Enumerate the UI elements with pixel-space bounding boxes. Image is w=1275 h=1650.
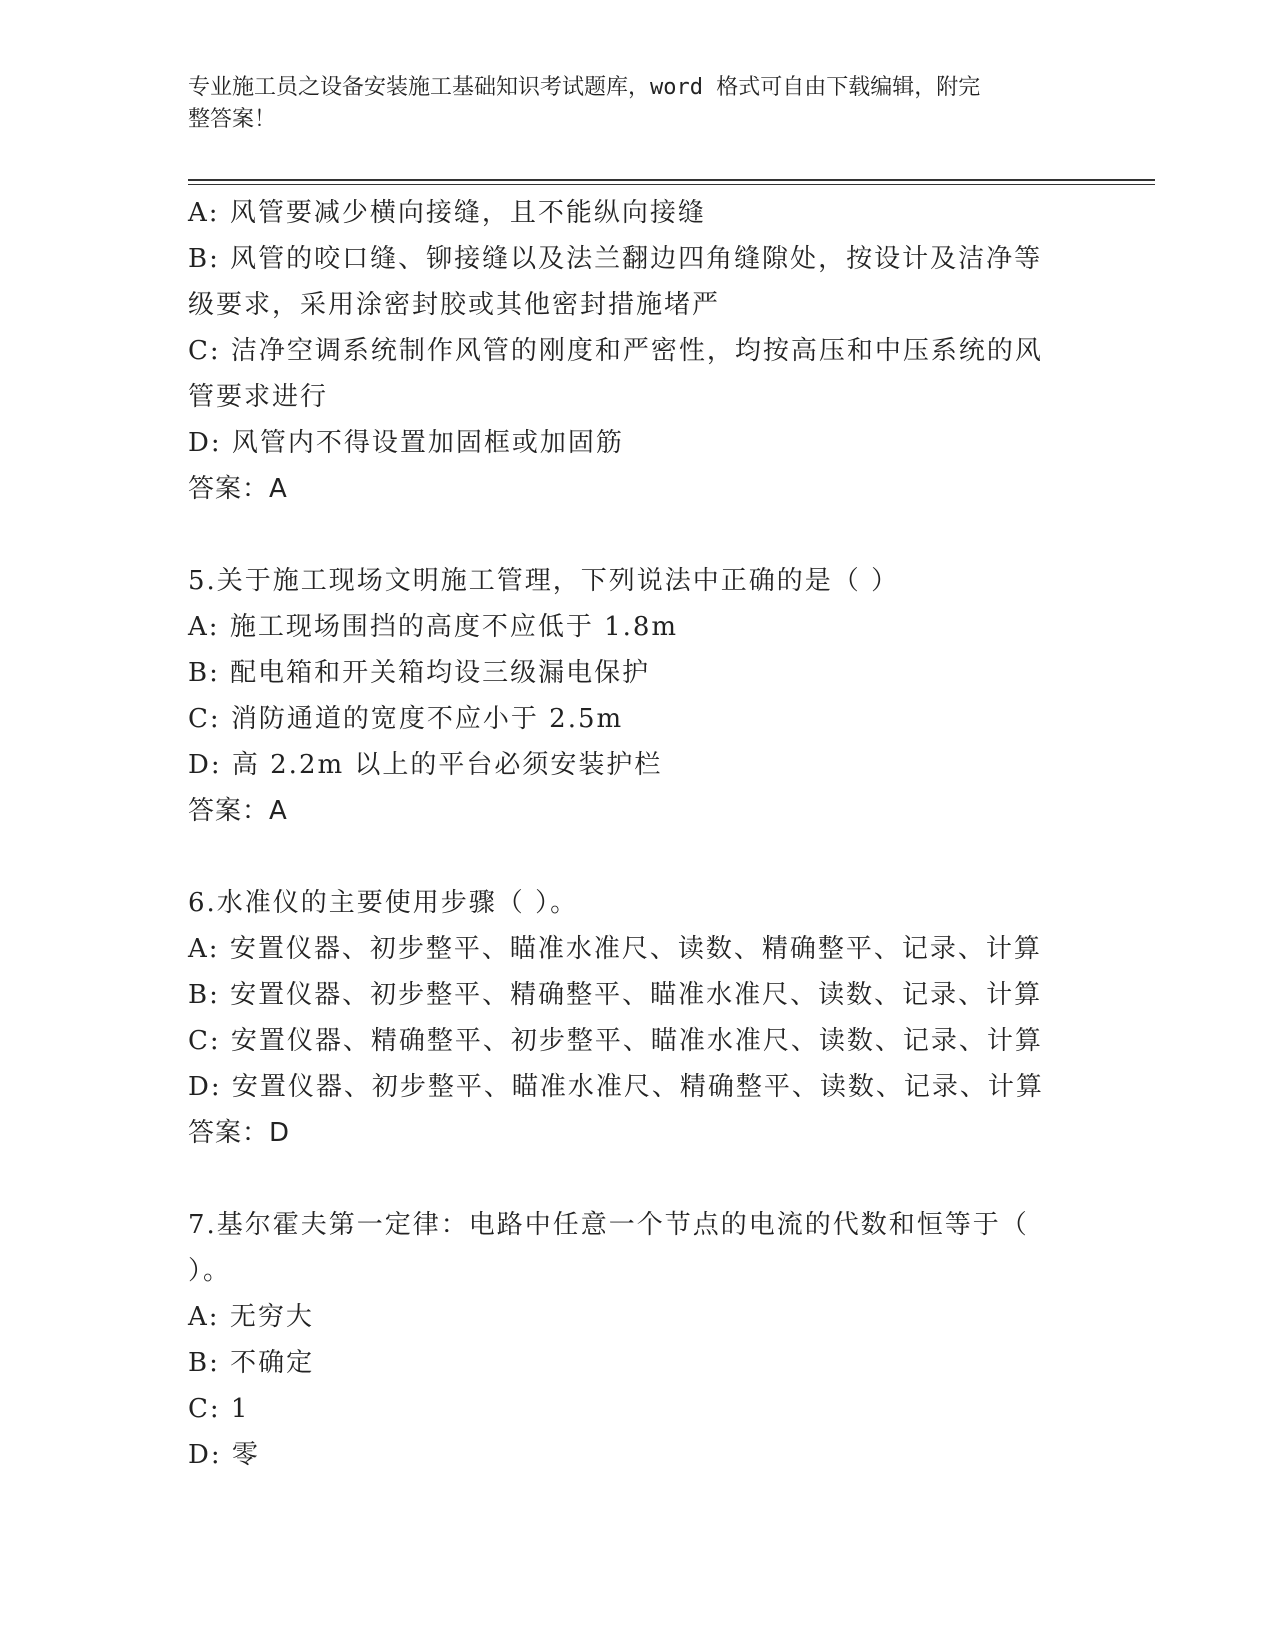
option-label: D:	[188, 428, 222, 458]
question-text: 5.关于施工现场文明施工管理，下列说法中正确的是（ ）	[188, 566, 900, 596]
question-text: 7.基尔霍夫第一定律：电路中任意一个节点的电流的代数和恒等于（	[188, 1210, 1029, 1240]
option-label: C:	[188, 1026, 221, 1056]
option-label: B:	[188, 658, 220, 688]
answer: 答案：A	[188, 474, 288, 504]
header-rule-thin	[188, 184, 1155, 185]
option-label: D:	[188, 1440, 222, 1470]
option-c-continuation: 管要求进行	[188, 382, 329, 412]
option-label: B:	[188, 244, 220, 274]
question-7	[188, 1202, 1088, 1478]
option-text: 零	[231, 1440, 260, 1470]
spacer	[188, 834, 1088, 880]
option-c	[188, 696, 1088, 742]
option-label: A:	[188, 198, 220, 228]
question-6	[188, 880, 1088, 1156]
option-b-continuation: 级要求，采用涂密封胶或其他密封措施堵严	[188, 290, 721, 320]
question-text-continuation: ）。	[188, 1256, 232, 1286]
option-b	[188, 972, 1088, 1018]
option-label: C:	[188, 336, 221, 366]
option-label: B:	[188, 1348, 220, 1378]
option-text: 安置仪器、初步整平、瞄准水准尺、读数、精确整平、记录、计算	[229, 934, 1042, 964]
option-a	[188, 1294, 1088, 1340]
option-label: A:	[188, 1302, 220, 1332]
question-text: 6.水准仪的主要使用步骤（ ）。	[188, 888, 579, 918]
option-text: 施工现场围挡的高度不应低于 1.8m	[229, 612, 679, 642]
header-rule-thick	[188, 179, 1155, 181]
option-text: 消防通道的宽度不应小于 2.5m	[230, 704, 624, 734]
question-4-options	[188, 190, 1088, 512]
header-line-1: 专业施工员之设备安装施工基础知识考试题库，word 格式可自由下载编辑，附完	[188, 75, 981, 100]
option-label: A:	[188, 612, 220, 642]
question-list	[188, 190, 1088, 1478]
option-d	[188, 420, 1088, 466]
option-d	[188, 742, 1088, 788]
option-a	[188, 604, 1088, 650]
option-text: 风管要减少横向接缝，且不能纵向接缝	[229, 198, 706, 228]
option-label: D:	[188, 1072, 222, 1102]
question-5	[188, 558, 1088, 834]
option-text: 风管的咬口缝、铆接缝以及法兰翻边四角缝隙处，按设计及洁净等	[230, 244, 1043, 274]
option-text: 不确定	[230, 1348, 315, 1378]
answer: 答案：A	[188, 796, 288, 826]
option-a	[188, 926, 1088, 972]
option-c	[188, 1018, 1088, 1064]
option-label: D:	[188, 750, 222, 780]
answer: 答案：D	[188, 1118, 291, 1148]
option-text: 配电箱和开关箱均设三级漏电保护	[230, 658, 651, 688]
option-d	[188, 1064, 1088, 1110]
option-label: C:	[188, 1394, 221, 1424]
option-label: A:	[188, 934, 220, 964]
option-c	[188, 1386, 1088, 1432]
option-label: B:	[188, 980, 220, 1010]
document-header	[188, 72, 1068, 136]
header-line-2: 整答案！	[188, 107, 277, 132]
spacer	[188, 512, 1088, 558]
option-label: C:	[188, 704, 221, 734]
option-a	[188, 190, 1088, 236]
option-c	[188, 328, 1088, 374]
option-b	[188, 650, 1088, 696]
option-text: 高 2.2m 以上的平台必须安装护栏	[231, 750, 663, 780]
option-text: 1	[230, 1394, 250, 1424]
option-b	[188, 236, 1088, 282]
option-text: 安置仪器、初步整平、精确整平、瞄准水准尺、读数、记录、计算	[230, 980, 1043, 1010]
option-text: 风管内不得设置加固框或加固筋	[231, 428, 624, 458]
option-d	[188, 1432, 1088, 1478]
option-text: 安置仪器、精确整平、初步整平、瞄准水准尺、读数、记录、计算	[230, 1026, 1043, 1056]
option-b	[188, 1340, 1088, 1386]
spacer	[188, 1156, 1088, 1202]
option-text: 安置仪器、初步整平、瞄准水准尺、精确整平、读数、记录、计算	[231, 1072, 1044, 1102]
option-text: 无穷大	[229, 1302, 314, 1332]
option-text: 洁净空调系统制作风管的刚度和严密性，均按高压和中压系统的风	[230, 336, 1043, 366]
